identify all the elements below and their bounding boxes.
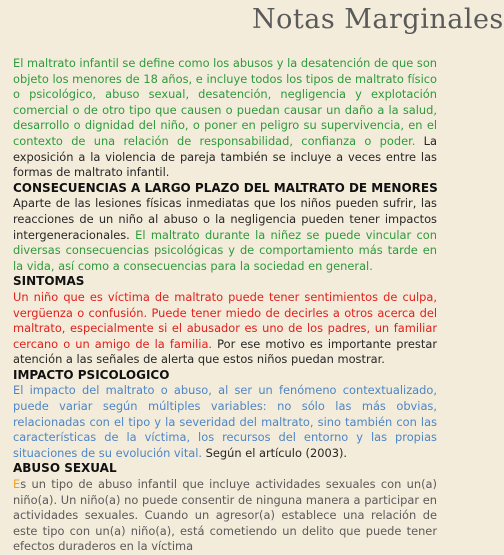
abuso-definition-text: s un tipo de abuso infantil que incluye actividades sexuales con un(a) niño(a). Un niño(a) no puede consentir de ninguna manera a participar en actividades sexuales. Cuando un agresor(a) establece una relación de este tipo con un(a) niño(a), está cometiendo un delito que puede tener efectos duraderos en la víctima [13,477,437,554]
abuso-initial-letter: E [13,477,21,492]
impacto-paragraph [13,383,437,461]
impacto-variables-text: El impacto del maltrato o abuso, al ser un fenómeno contextualizado, puede variar según múltiples variables: no sólo las más obvias, relacionadas con el tipo y la severidad del maltrato, sino también con las características de la víctima, los recursos del entorno y las propias situaciones de su evolución vital. [13,383,437,460]
intro-definition-text: El maltrato infantil se define como los abusos y la desatención de que son objeto los menores de 18 años, e incluye todos los tipos de maltrato físico o psicológico, abuso sexual, desatención, negligencia y explotación comercial o de otro tipo que causen o puedan causar un daño a la salud, desarrollo o dignidad del niño, o poner en peligro su supervivencia, en el contexto de una relación de responsabilidad, confianza o poder. [13,56,438,148]
heading-consecuencias: CONSECUENCIAS A LARGO PLAZO DEL MALTRATO DE MENORES [13,180,438,195]
heading-abuso: ABUSO SEXUAL [13,461,117,476]
sintomas-paragraph [13,290,437,368]
consecuencias-vinculo-text: El maltrato durante la niñez se puede vincular con diversas consecuencias psicológicas y de comportamiento más tarde en la vida, así como a consecuencias para la sociedad en general. [13,227,437,273]
sintomas-culpa-text: Un niño que es víctima de maltrato puede tener sentimientos de culpa, vergüenza o confusión. Puede tener miedo de decirles a otros acerca del maltrato, especialmente si el abusador es uno de los padres, un familiar cercano o un amigo de la familia. [13,289,437,351]
consecuencias-paragraph [13,196,437,274]
document-body [13,56,437,555]
impacto-citation-text: Según el artículo (2003). [202,445,348,460]
intro-paragraph [13,56,437,181]
abuso-paragraph [13,477,437,555]
sintomas-alerta-text: Por ese motivo es importante prestar atención a las señales de alerta que estos niños puedan mostrar. [13,336,437,367]
consecuencias-lesiones-text: Aparte de las lesiones físicas inmediatas que los niños pueden sufrir, las reacciones de un niño al abuso o la negligencia pueden tener impactos intergeneracionales. [13,196,437,242]
heading-sintomas: SINTOMAS [13,274,85,289]
page-title: Notas Marginales [252,4,504,35]
intro-exposure-text: La exposición a la violencia de pareja también se incluye a veces entre las formas de maltrato infantil. [13,133,438,180]
heading-impacto: IMPACTO PSICOLOGICO [13,367,170,382]
